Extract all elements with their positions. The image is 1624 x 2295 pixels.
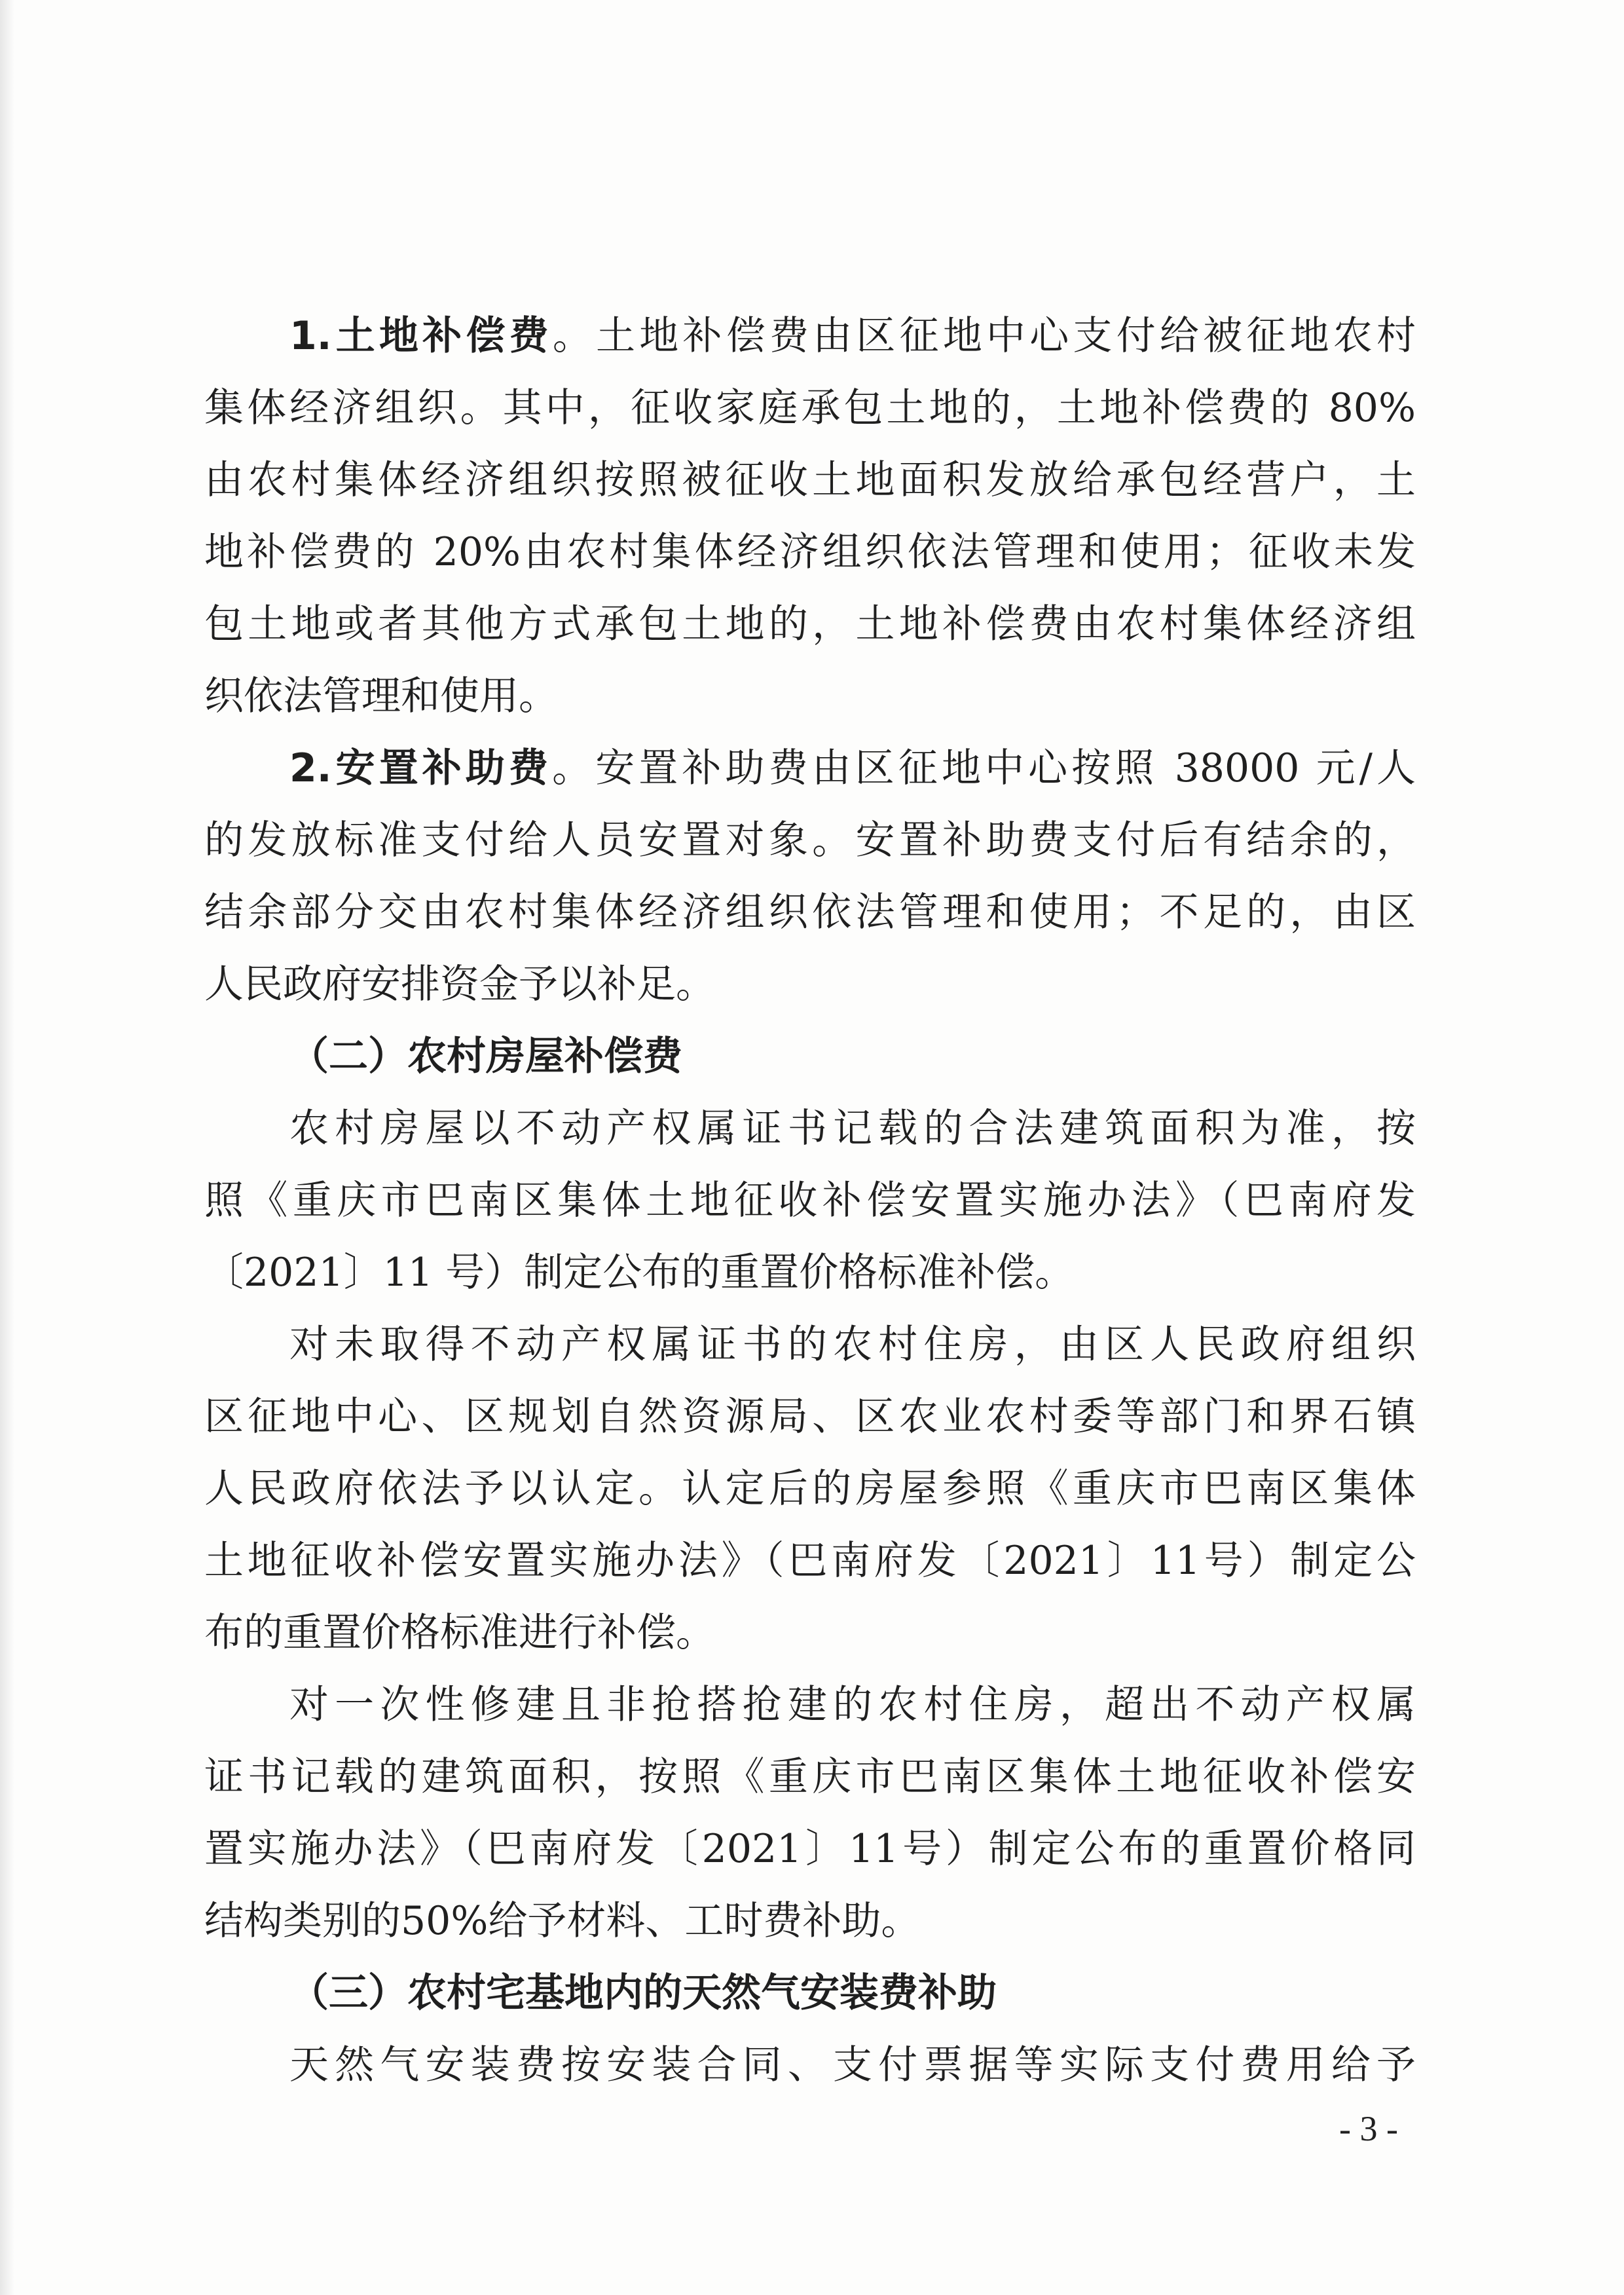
scan-edge-shadow bbox=[0, 0, 14, 2295]
land-compensation-line-6: 织依法管理和使用。 bbox=[204, 673, 558, 719]
housing-para1-line-3: 〔2021〕11 号）制定公布的重置价格标准补偿。 bbox=[204, 1250, 1075, 1296]
land-compensation-line-1-text: 。土地补偿费由区征地中心支付给被征地农村 bbox=[552, 313, 1416, 359]
resettlement-subsidy-line-4: 人民政府安排资金予以补足。 bbox=[204, 961, 715, 1007]
housing-para3-line-2: 证书记载的建筑面积，按照《重庆市巴南区集体土地征收补偿安 bbox=[204, 1754, 1416, 1800]
land-compensation-line-3: 由农村集体经济组织按照被征收土地面积发放给承包经营户，土 bbox=[204, 457, 1416, 503]
resettlement-subsidy-line-1-text: 。安置补助费由区征地中心按照 38000 元/人 bbox=[552, 745, 1416, 791]
gas-para1-line-1: 天然气安装费按安装合同、支付票据等实际支付费用给予 bbox=[289, 2042, 1416, 2088]
housing-para2-line-5: 布的重置价格标准进行补偿。 bbox=[204, 1610, 715, 1656]
housing-para2-line-1: 对未取得不动产权属证书的农村住房，由区人民政府组织 bbox=[289, 1322, 1416, 1368]
housing-para3-line-1: 对一次性修建且非抢搭抢建的农村住房，超出不动产权属 bbox=[289, 1682, 1416, 1728]
gas-installation-heading: （三）农村宅基地内的天然气安装费补助 bbox=[289, 1970, 997, 2016]
housing-para3-line-4: 结构类别的50%给予材料、工时费补助。 bbox=[204, 1898, 921, 1944]
land-compensation-line-2: 集体经济组织。其中，征收家庭承包土地的，土地补偿费的 80% bbox=[204, 385, 1416, 431]
housing-para2-line-3: 人民政府依法予以认定。认定后的房屋参照《重庆市巴南区集体 bbox=[204, 1466, 1416, 1512]
land-compensation-label: 1.土地补偿费 bbox=[289, 313, 553, 359]
land-compensation-line-5: 包土地或者其他方式承包土地的，土地补偿费由农村集体经济组 bbox=[204, 601, 1416, 647]
resettlement-subsidy-line-1 bbox=[289, 736, 1416, 801]
housing-para1-line-2: 照《重庆市巴南区集体土地征收补偿安置实施办法》（巴南府发 bbox=[204, 1178, 1416, 1223]
housing-para1-line-1: 农村房屋以不动产权属证书记载的合法建筑面积为准，按 bbox=[289, 1106, 1416, 1151]
resettlement-subsidy-line-3: 结余部分交由农村集体经济组织依法管理和使用；不足的，由区 bbox=[204, 889, 1416, 935]
housing-para2-line-2: 区征地中心、区规划自然资源局、区农业农村委等部门和界石镇 bbox=[204, 1394, 1416, 1440]
resettlement-subsidy-label: 2.安置补助费 bbox=[289, 745, 553, 791]
land-compensation-line-1 bbox=[289, 303, 1416, 369]
page-number: - 3 - bbox=[1339, 2109, 1398, 2148]
resettlement-subsidy-line-2: 的发放标准支付给人员安置对象。安置补助费支付后有结余的， bbox=[204, 817, 1416, 863]
housing-para3-line-3: 置实施办法》（巴南府发〔2021〕11号）制定公布的重置价格同 bbox=[204, 1826, 1416, 1872]
housing-compensation-heading: （二）农村房屋补偿费 bbox=[289, 1034, 682, 1079]
housing-para2-line-4: 土地征收补偿安置实施办法》（巴南府发〔2021〕11号）制定公 bbox=[204, 1538, 1416, 1584]
land-compensation-line-4: 地补偿费的 20%由农村集体经济组织依法管理和使用；征收未发 bbox=[204, 529, 1416, 575]
